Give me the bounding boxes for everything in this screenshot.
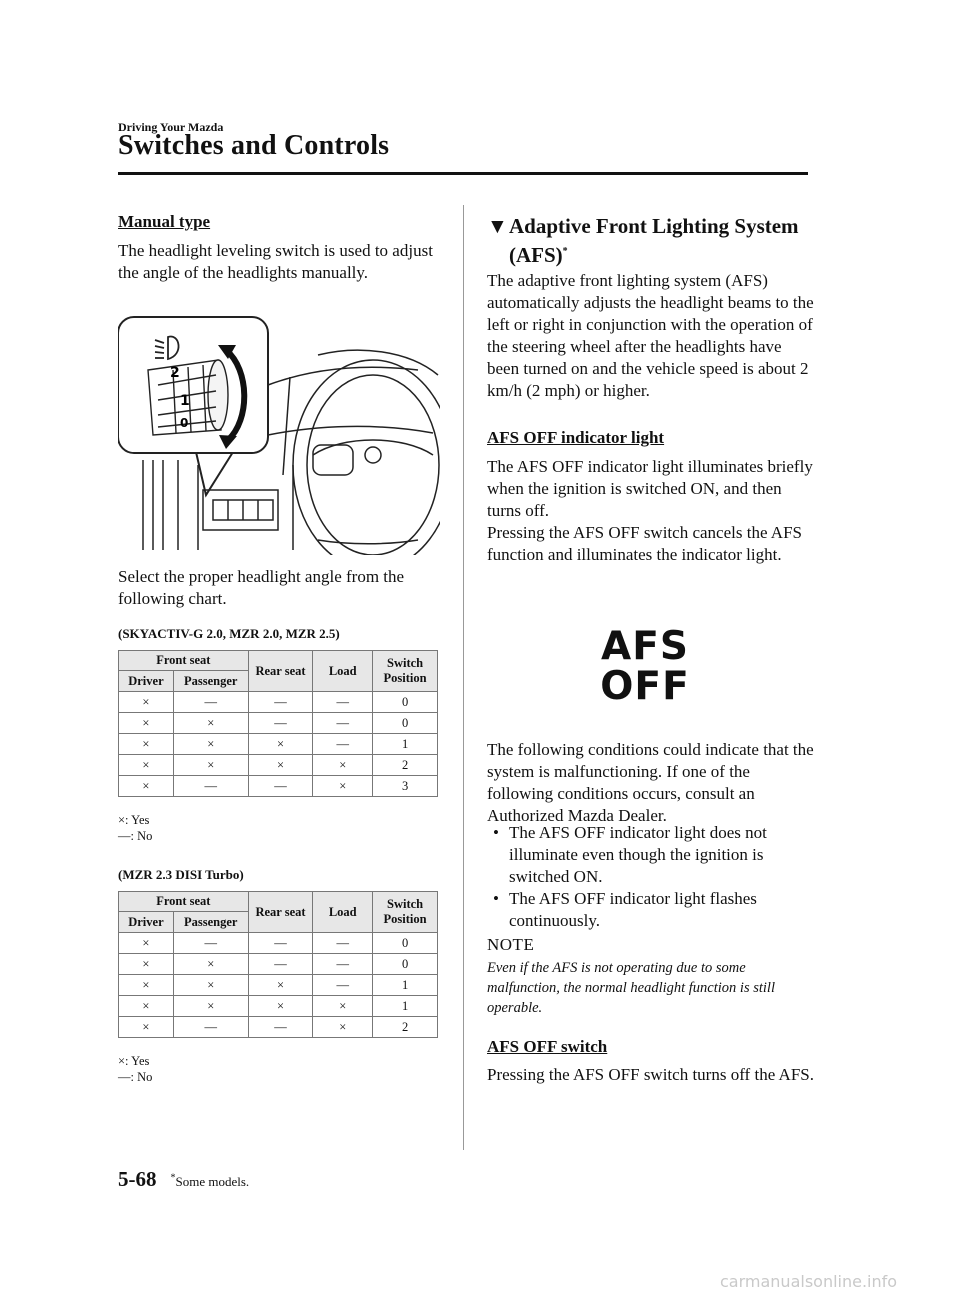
cell: × [119,776,174,797]
malfunction-text: The following conditions could indicate that the system is malfunctioning. If one of the following conditions occurs, consult an Authorized Mazda Dealer. [487,740,814,825]
manual-type-heading: Manual type [118,212,211,231]
cell: 3 [373,776,438,797]
section-marker-icon: ▼ [487,214,508,238]
cell: — [248,933,313,954]
headlight-chart-2 [118,891,438,1038]
cell: × [173,954,248,975]
dial-mark-0: 0 [180,416,189,430]
cell: — [313,734,373,755]
cell: × [119,954,174,975]
table-row [119,692,438,713]
cell: 0 [373,954,438,975]
cell: — [313,954,373,975]
th-load: Load [313,892,373,933]
cell: × [313,996,373,1017]
afs-heading-text: Adaptive Front Lighting System (AFS) [509,214,799,267]
table-row [119,755,438,776]
cell: × [313,755,373,776]
table-row [119,713,438,734]
dial-mark-2: 2 [170,365,180,381]
cell: 0 [373,933,438,954]
cell: — [248,692,313,713]
cell: — [248,954,313,975]
cell: × [313,1017,373,1038]
table-row [119,1017,438,1038]
table-row [119,975,438,996]
cell: × [119,1017,174,1038]
th-passenger: Passenger [173,671,248,692]
cell: × [119,755,174,776]
cell: × [119,734,174,755]
th-rear-seat: Rear seat [248,651,313,692]
th-driver: Driver [119,671,174,692]
cell: × [248,996,313,1017]
cell: — [173,776,248,797]
afs-intro: The adaptive front lighting system (AFS) automatically adjusts the headlight beams to the left or right in conjunction with the operation of the steering wheel after the headlights have been turned on and the vehicle speed is about 2 km/h (2 mph) or higher. [487,271,814,400]
table-row [119,954,438,975]
cell: × [119,933,174,954]
cell: × [313,776,373,797]
cell: 2 [373,1017,438,1038]
cell: × [173,713,248,734]
afs-switch-text: Pressing the AFS OFF switch turns off the AFS. [487,1065,814,1084]
list-item: • The AFS OFF indicator light flashes continuously. [493,889,757,930]
steering-wheel [293,360,440,555]
indicator-text-1: The AFS OFF indicator light illuminates briefly when the ignition is switched ON, and then turns off. [487,457,813,520]
note-text: Even if the AFS is not operating due to some malfunction, the normal headlight function is still operable. [487,960,775,1016]
section-label: Driving Your Mazda [118,120,224,134]
cell: 1 [373,996,438,1017]
th-switch-position: Switch Position [373,892,438,933]
footer-note [171,1174,250,1189]
th-passenger: Passenger [173,912,248,933]
select-angle-text: Select the proper headlight angle from the following chart. [118,567,405,608]
table-row [119,996,438,1017]
cell: 1 [373,734,438,755]
th-front-seat: Front seat [119,651,249,671]
legend-no-1: —: No [118,829,153,843]
cell: — [248,713,313,734]
list-item-text: The AFS OFF indicator light does not illuminate even though the ignition is switched ON. [509,823,767,886]
cell: × [173,996,248,1017]
th-front-seat: Front seat [119,892,249,912]
manual-type-intro: The headlight leveling switch is used to adjust the angle of the headlights manually. [118,241,433,282]
some-models-star: * [562,246,568,257]
page-title: Switches and Controls [118,130,390,161]
cell: 0 [373,713,438,734]
cell: 1 [373,975,438,996]
table2-caption: (MZR 2.3 DISI Turbo) [118,867,244,882]
cell: × [119,975,174,996]
cell: × [119,713,174,734]
table1-caption: (SKYACTIV-G 2.0, MZR 2.0, MZR 2.5) [118,626,340,641]
headlight-chart-1 [118,650,438,797]
cell: — [173,933,248,954]
footer [118,1167,249,1192]
cell: × [173,734,248,755]
cell: 0 [373,692,438,713]
indicator-line-2: OFF [600,664,690,709]
cell: — [248,1017,313,1038]
footer-note-text: Some models. [175,1174,250,1189]
watermark: carmanualsonline.info [720,1272,898,1291]
indicator-heading: AFS OFF indicator light [487,428,665,447]
malfunction-list [487,822,817,932]
afs-heading [487,214,807,268]
cell: — [313,975,373,996]
cell: 2 [373,755,438,776]
cell: × [248,975,313,996]
legend-yes-1: ×: Yes [118,813,150,827]
th-switch-position: Switch Position [373,651,438,692]
cell: — [313,933,373,954]
indicator-text-2: Pressing the AFS OFF switch cancels the AFS function and illuminates the indicator light. [487,523,802,564]
headlight-leveling-illustration [118,315,440,555]
th-load: Load [313,651,373,692]
cell: × [119,692,174,713]
note-title: NOTE [487,935,535,954]
cell: × [119,996,174,1017]
th-driver: Driver [119,912,174,933]
cell: — [248,776,313,797]
header-rule [118,172,808,175]
indicator-line-1: AFS [601,624,689,669]
cell: × [248,755,313,776]
table-row [119,734,438,755]
cell: × [248,734,313,755]
table-row [119,933,438,954]
cell: — [173,1017,248,1038]
cell: — [313,713,373,734]
cell: × [173,755,248,776]
th-rear-seat: Rear seat [248,892,313,933]
list-item-text: The AFS OFF indicator light flashes continuously. [509,889,757,930]
page-number: 5-68 [118,1167,157,1191]
cell: — [173,692,248,713]
cell: — [313,692,373,713]
legend-yes-2: ×: Yes [118,1054,150,1068]
legend-no-2: —: No [118,1070,153,1084]
column-divider [463,205,464,1150]
cell: × [173,975,248,996]
afs-off-indicator-icon [590,624,700,709]
footer-star: * [170,1172,176,1184]
dial-mark-1: 1 [180,393,190,409]
list-item: • The AFS OFF indicator light does not illuminate even though the ignition is switched ON. [493,823,767,886]
afs-switch-heading: AFS OFF switch [487,1037,608,1056]
table-row [119,776,438,797]
